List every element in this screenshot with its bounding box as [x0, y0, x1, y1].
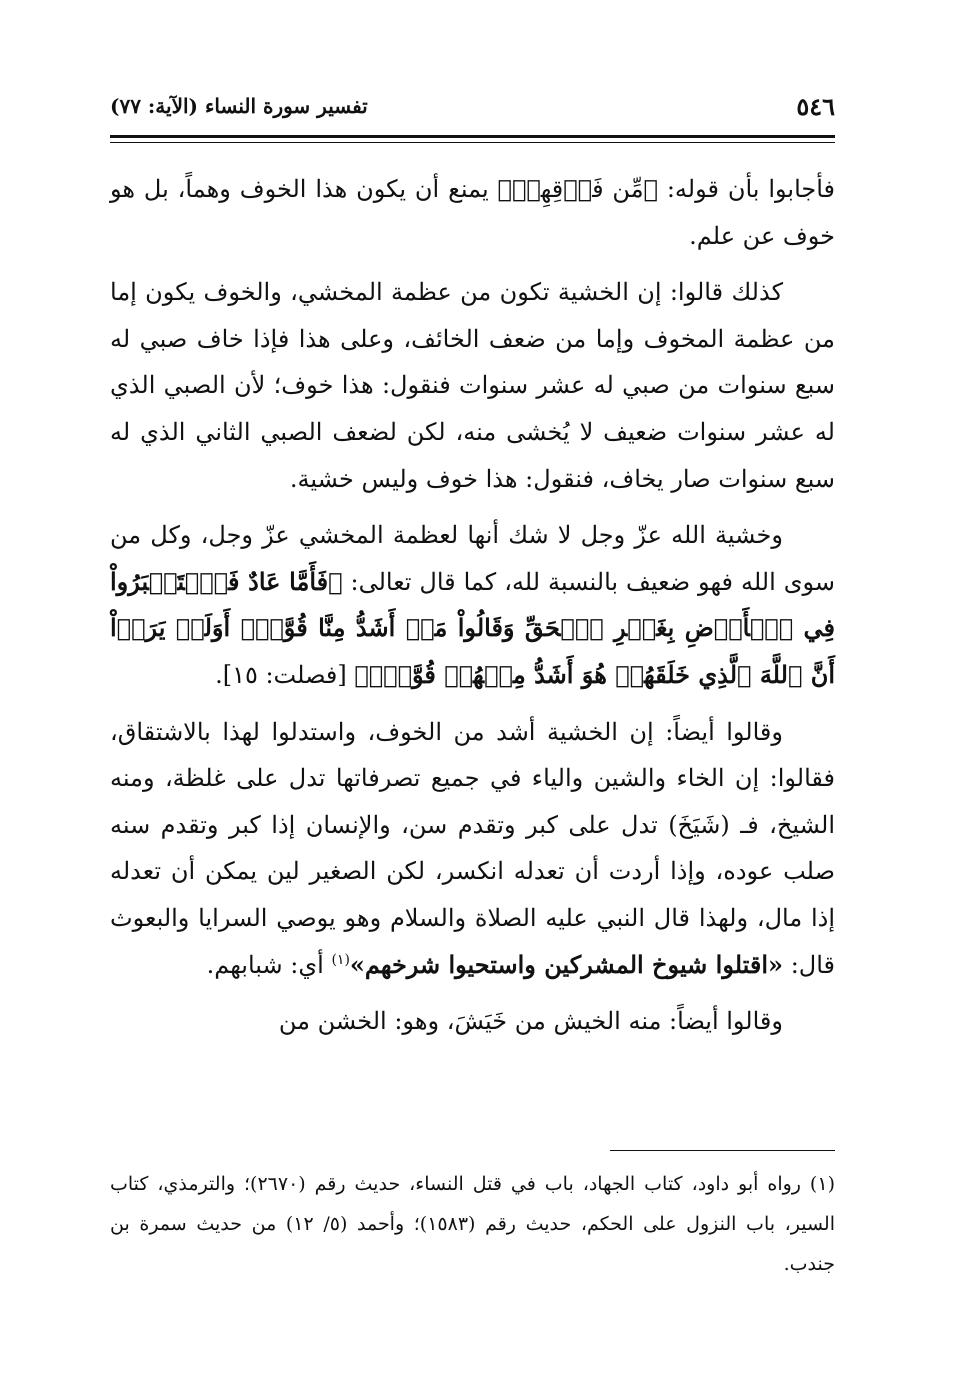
body-text — [110, 166, 835, 1045]
paragraph-4-end: أي: شبابهم. — [206, 950, 324, 979]
footnote-marker: (١) — [331, 951, 350, 968]
footnote-separator — [610, 1150, 835, 1151]
paragraph-1: فأجابوا بأن قوله: ﴿مِّن فَوۡقِهِمۡ﴾ يمنع أن يكون هذا الخوف وهماً، بل هو خوف عن علم. — [110, 175, 835, 250]
quran-verse: ﴿فَأَمَّا عَادٌ فَٱسۡتَكۡبَرُواْ فِي ٱلۡأَرۡضِ بِغَيۡرِ ٱلۡحَقِّ وَقَالُواْ مَنۡ أَشَدُّ مِنَّا قُوَّةًۖ أَوَلَمۡ يَرَوۡاْ أَنَّ ٱللَّهَ ٱلَّذِي خَلَقَهُمۡ هُوَ أَشَدُّ مِنۡهُمۡ قُوَّةٗۖ﴾ — [110, 566, 835, 689]
paragraph-4 — [110, 709, 835, 989]
paragraph-5: وقالوا أيضاً: منه الخيش من خَيَشَ، وهو: الخشن من — [278, 1007, 783, 1036]
paragraph-2: كذلك قالوا: إن الخشية تكون من عظمة المخشي، والخوف يكون إما من عظمة المخوف وإما من ضعف الخائف، وعلى هذا فإذا خاف صبي له سبع سنوات من صبي له عشر سنوات فنقول: هذا خوف؛ لأن الصبي الذي له عشر سنوات ضعيف لا يُخشى منه، لكن لضعف الصبي الثاني الذي له سبع سنوات صار يخاف، فنقول: هذا خوف وليس خشية. — [110, 278, 835, 493]
page-header — [110, 88, 835, 132]
running-title: تفسير سورة النساء (الآية: ٧٧) — [110, 94, 368, 118]
paragraph-3-text: وخشية الله عزّ وجل لا شك أنها لعظمة المخشي عزّ وجل، وكل من سوى الله فهو ضعيف بالنسبة لله، كما قال تعالى: — [110, 521, 835, 596]
hadith-quote: «اقتلوا شيوخ المشركين واستحيوا شرخهم» — [349, 949, 784, 979]
header-rule-thick — [110, 135, 835, 138]
paragraph-4-text: وقالوا أيضاً: إن الخشية أشد من الخوف، واستدلوا لهذا بالاشتقاق، فقالوا: إن الخاء والشين والياء في جميع تصرفاتها تدل على غلظة، ومنه الشيخ، فـ (شَيَخَ) تدل على كبر وتقدم سن، والإنسان إذا كبر وتقدم سنه صلب عوده، وإذا أردت أن تعدله انكسر، لكن الصغير لين يمكن أن تعدله إذا مال، ولهذا قال النبي عليه الصلاة والسلام وهو يوصي السرايا والبعوث قال: — [110, 717, 835, 979]
verse-reference: [فصلت: ١٥]. — [215, 660, 347, 689]
header-rule-thin — [110, 142, 835, 143]
footnotes — [110, 1164, 835, 1284]
paragraph-3 — [110, 512, 835, 698]
page-number: ٥٤٦ — [796, 92, 835, 121]
footnote-1: (١) رواه أبو داود، كتاب الجهاد، باب في قتل النساء، حديث رقم (٢٦٧٠)؛ والترمذي، كتاب السير، باب النزول على الحكم، حديث رقم (١٥٨٣)؛ وأحمد (٥/ ١٢) من حديث سمرة بن جندب. — [110, 1173, 836, 1275]
